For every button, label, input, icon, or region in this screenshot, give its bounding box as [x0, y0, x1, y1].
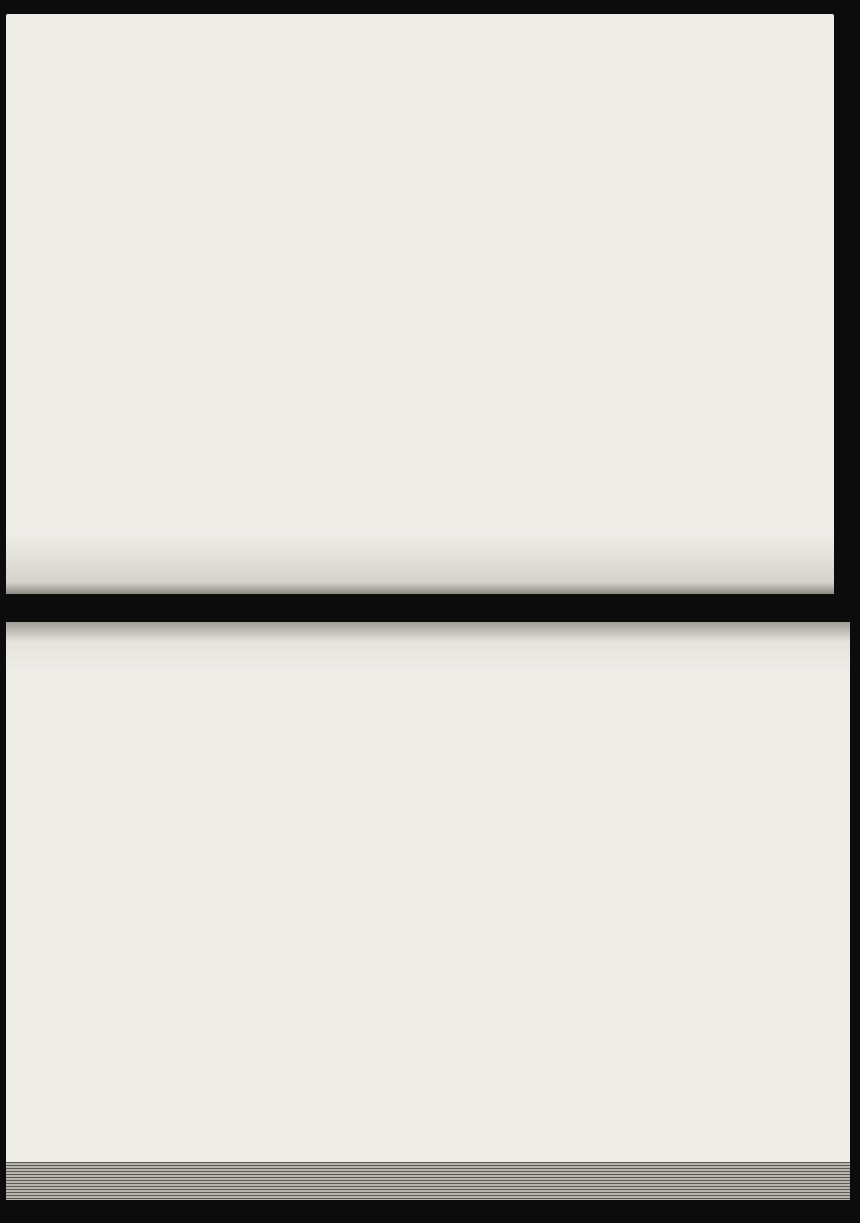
page-fold — [6, 534, 834, 594]
page-edges-bottom — [6, 1160, 850, 1200]
bottom-page — [6, 622, 850, 1162]
page-fold — [6, 622, 850, 672]
top-page — [6, 14, 834, 592]
